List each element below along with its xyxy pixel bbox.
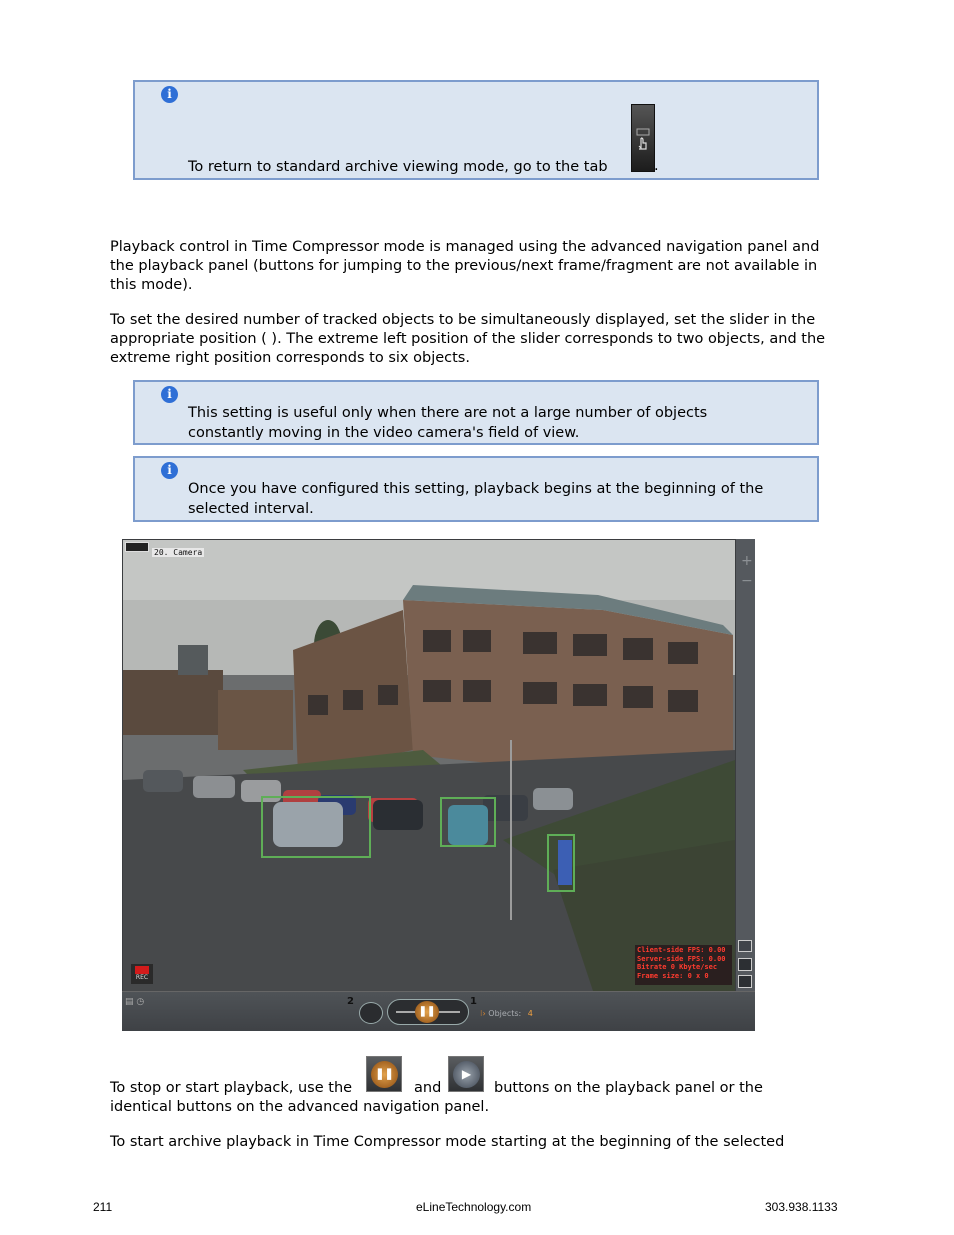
tracked-object-box[interactable]	[547, 834, 575, 892]
note-setting-line-2: constantly moving in the video camera's field of view.	[188, 424, 580, 441]
zoom-in-icon[interactable]: +	[741, 553, 753, 569]
para3-part1: To stop or start playback, use the	[110, 1080, 353, 1096]
stat-server-fps: Server-side FPS: 0.00	[637, 954, 726, 963]
info-icon: i	[161, 386, 178, 403]
slider-max-label: 1	[470, 996, 477, 1007]
paragraph-start-archive: To start archive playback in Time Compressor mode starting at the beginning of the selected	[110, 1134, 785, 1150]
monitor-icon[interactable]	[738, 940, 752, 952]
paragraph-tracked-objects: To set the desired number of tracked objects to be simultaneously displayed, set the slider in the appropriate position ( ). The extreme left position of the slider corresponds to two objects, and the extreme right position corresponds to six objects.	[110, 312, 826, 366]
note-return-text: To return to standard archive viewing mode, go to the tab	[188, 159, 608, 175]
zoom-out-icon[interactable]: −	[741, 573, 753, 589]
stat-client-fps: Client-side FPS: 0.00	[637, 946, 726, 954]
record-icon[interactable]	[131, 964, 153, 984]
note-setting-line-1: This setting is useful only when there are not a large number of objects	[188, 405, 708, 421]
paragraph-stop-start-2: identical buttons on the advanced navigation panel.	[110, 1099, 490, 1115]
slider-min-label: 2	[347, 996, 354, 1007]
export-icon[interactable]	[738, 958, 752, 971]
paragraph-stop-start-1	[110, 1079, 352, 1098]
footer-site: eLineTechnology.com	[416, 1200, 532, 1214]
info-icon: i	[161, 86, 178, 103]
tracked-object-box[interactable]	[261, 796, 371, 858]
para3-part3: buttons on the playback panel or the	[494, 1080, 763, 1096]
tracked-object-box[interactable]	[440, 797, 496, 847]
info-note-return	[133, 80, 819, 180]
camera-tab-icon[interactable]	[125, 542, 149, 552]
objects-count: 4	[527, 1009, 533, 1018]
stat-frame-size: Frame size: 0 x 0	[637, 971, 709, 980]
note-configured-line-2: selected interval.	[188, 500, 314, 517]
camera-label: 20. Camera	[154, 548, 203, 557]
settings-icon[interactable]	[738, 975, 752, 988]
note-setting-text	[188, 404, 707, 443]
info-note-configured	[133, 456, 819, 522]
camera-scene	[123, 540, 735, 991]
note-configured-line-1: Once you have configured this setting, playback begins at the beginning of the	[188, 481, 764, 497]
tab-icon[interactable]	[631, 104, 655, 172]
clock-button[interactable]	[359, 1002, 383, 1024]
info-icon: i	[161, 462, 178, 479]
footer-phone: 303.938.1133	[765, 1200, 838, 1214]
para3-and: and	[414, 1080, 442, 1096]
play-icon-large: ▶	[448, 1056, 484, 1092]
stat-bitrate: Bitrate 0 Kbyte/sec	[637, 963, 718, 971]
pause-icon-large: ❚❚	[366, 1056, 402, 1092]
nav-side-icons[interactable]: ▤ ◷	[125, 997, 145, 1007]
video-frame	[123, 540, 735, 991]
objects-arrow-icon: ⁝›	[480, 1009, 486, 1018]
right-toolbar	[736, 539, 755, 991]
objects-indicator	[480, 1009, 533, 1018]
objects-label: Objects:	[488, 1009, 522, 1018]
pause-button[interactable]: ❚❚	[415, 1001, 439, 1023]
camera-screenshot	[122, 539, 755, 1031]
stats-overlay	[635, 945, 732, 985]
record-label: REC	[135, 974, 149, 981]
note-configured-text	[188, 480, 763, 519]
info-note-setting-useful	[133, 380, 819, 445]
period: .	[654, 158, 659, 174]
page-number: 211	[93, 1200, 113, 1214]
paragraph-playback-control: Playback control in Time Compressor mode is managed using the advanced navigation panel and the playback panel (buttons for jumping to the previous/next frame/fragment are not available in this mode).	[110, 239, 820, 293]
